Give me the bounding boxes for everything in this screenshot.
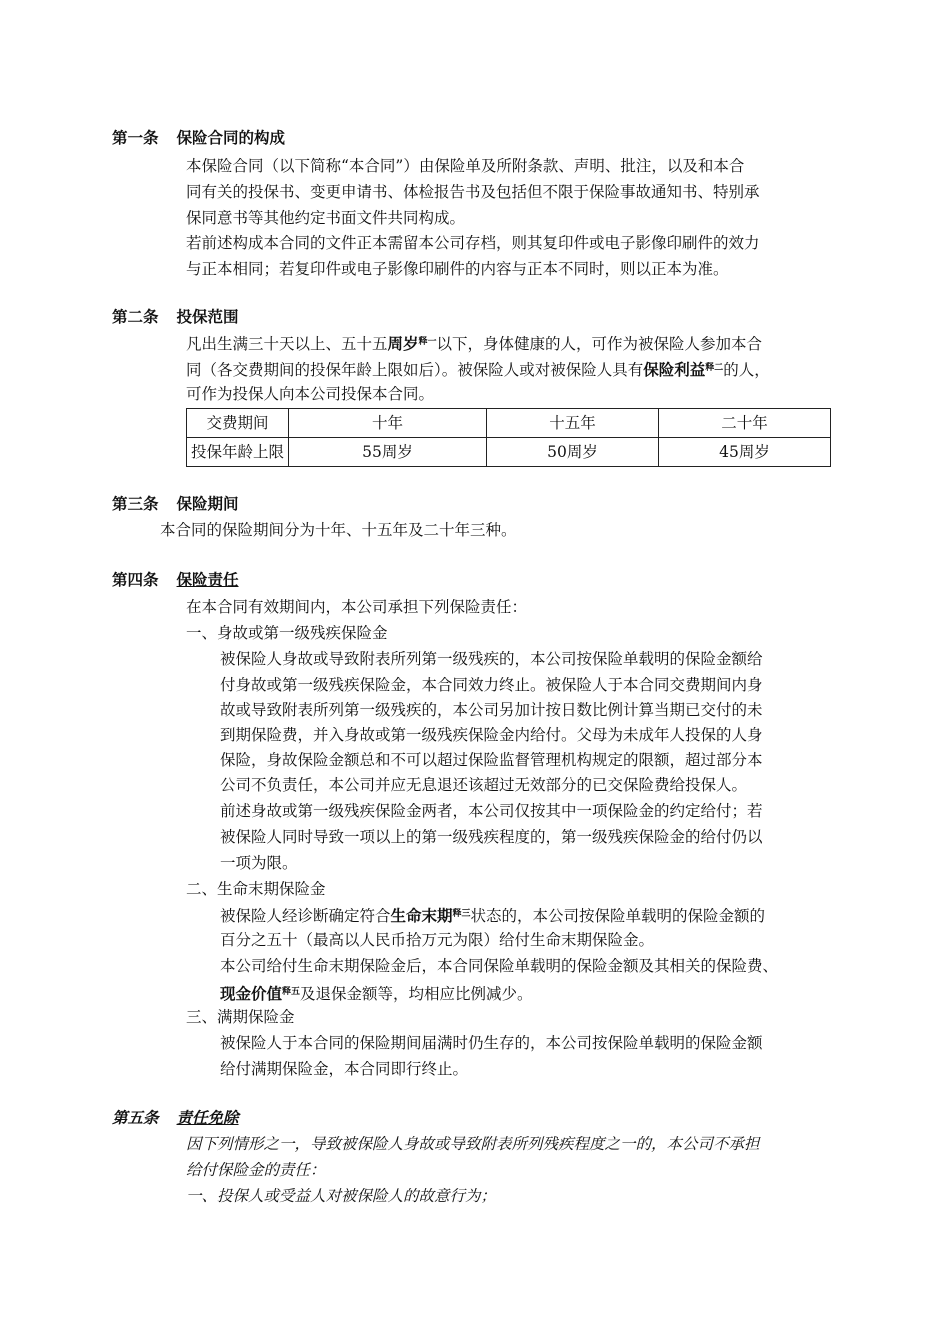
article-number: 第一条 [112, 129, 159, 147]
paragraph-line: 给付保险金的责任： [186, 1161, 326, 1179]
article-number: 第五条 [112, 1109, 159, 1127]
paragraph-line: 保同意书等其他约定书面文件共同构成。 [186, 209, 466, 227]
age-limit-table [186, 408, 831, 467]
paragraph-line: 同有关的投保书、变更申请书、体检报告书及包括但不限于保险事故通知书、特别承 [186, 183, 760, 201]
table-cell: 交费期间 [187, 409, 289, 438]
table-cell: 55周岁 [289, 438, 487, 467]
paragraph-line: 若前述构成本合同的文件正本需留本公司存档，则其复印件或电子影像印刷件的效力 [186, 234, 760, 252]
defined-term: 保险利益 [643, 361, 706, 379]
defined-term: 生命末期 [390, 907, 453, 925]
text-run: 以下，身体健康的人，可作为被保险人参加本合 [436, 335, 763, 353]
paragraph-line [186, 332, 762, 354]
footnote-ref: 释一 [418, 337, 437, 347]
paragraph-line: 因下列情形之一，导致被保险人身故或导致附表所列残疾程度之一的，本公司不承担 [186, 1135, 760, 1153]
paragraph-line: 本公司给付生命末期保险金后，本合同保险单载明的保险金额及其相关的保险费、 [220, 957, 779, 975]
paragraph-line: 与正本相同；若复印件或电子影像印刷件的内容与正本不同时，则以正本为准。 [186, 260, 729, 278]
paragraph-line: 被保险人身故或导致附表所列第一级残疾的，本公司按保险单载明的保险金额给 [220, 650, 763, 668]
paragraph-line: 公司不负责任，本公司并应无息退还该超过无效部分的已交保险费给投保人。 [220, 776, 748, 794]
paragraph-line: 本合同的保险期间分为十年、十五年及二十年三种。 [160, 521, 517, 539]
paragraph-line: 百分之五十（最高以人民币拾万元为限）给付生命末期保险金。 [220, 931, 655, 949]
article-title: 投保范围 [176, 308, 239, 326]
paragraph-line [220, 904, 765, 926]
article-4-heading [112, 570, 239, 590]
defined-term: 现金价值 [220, 985, 283, 1003]
paragraph-line: 可作为投保人向本公司投保本合同。 [186, 385, 435, 403]
article-number: 第三条 [112, 495, 159, 513]
paragraph-line: 本保险合同（以下简称“本合同”）由保险单及所附条款、声明、批注，以及和本合 [186, 157, 745, 175]
paragraph-line: 一项为限。 [220, 854, 298, 872]
article-title: 保险合同的构成 [176, 129, 286, 147]
paragraph-line [220, 982, 533, 1004]
paragraph-line: 被保险人同时导致一项以上的第一级残疾程度的，第一级残疾保险金的给付仍以 [220, 828, 763, 846]
article-2-heading [112, 307, 239, 327]
footnote-ref: 释三 [452, 909, 471, 919]
paragraph-line: 保险，身故保险金额总和不可以超过保险监督管理机构规定的限额，超过部分本 [220, 751, 763, 769]
section-title: 三、满期保险金 [186, 1008, 295, 1026]
paragraph-line: 被保险人于本合同的保险期间届满时仍生存的，本公司按保险单载明的保险金额 [220, 1034, 763, 1052]
article-number: 第四条 [112, 571, 159, 589]
article-3-heading [112, 494, 239, 514]
paragraph-line: 一、投保人或受益人对被保险人的故意行为； [186, 1187, 497, 1205]
footnote-ref: 释二 [705, 363, 724, 373]
table-cell: 十五年 [487, 409, 659, 438]
article-title: 保险责任 [176, 571, 239, 589]
text-run: 的人， [723, 361, 770, 379]
text-run: 状态的，本公司按保险单载明的保险金额的 [470, 907, 766, 925]
table-cell: 投保年龄上限 [187, 438, 289, 467]
paragraph-line: 在本合同有效期间内，本公司承担下列保险责任： [186, 598, 528, 616]
article-title: 责任免除 [176, 1109, 239, 1127]
text-run: 凡出生满三十天以上、五十五 [186, 335, 388, 353]
paragraph-line: 到期保险费，并入身故或第一级残疾保险金内给付。父母为未成年人投保的人身 [220, 726, 763, 744]
article-title: 保险期间 [176, 495, 239, 513]
paragraph-line: 给付满期保险金，本合同即行终止。 [220, 1060, 469, 1078]
paragraph-line: 付身故或第一级残疾保险金，本合同效力终止。被保险人于本合同交费期间内身 [220, 676, 763, 694]
table-cell: 50周岁 [487, 438, 659, 467]
section-title: 一、身故或第一级残疾保险金 [186, 624, 388, 642]
article-number: 第二条 [112, 308, 159, 326]
table-cell: 45周岁 [659, 438, 831, 467]
table-row [187, 438, 831, 467]
paragraph-line [186, 358, 770, 380]
paragraph-line: 故或导致附表所列第一级残疾的，本公司另加计按日数比例计算当期已交付的未 [220, 701, 763, 719]
table-cell: 十年 [289, 409, 487, 438]
text-run: 同（各交费期间的投保年龄上限如后）。被保险人或对被保险人具有 [186, 361, 644, 379]
article-1-heading [112, 128, 285, 148]
table-cell: 二十年 [659, 409, 831, 438]
text-run: 及退保金额等，均相应比例减少。 [300, 985, 533, 1003]
text-run: 被保险人经诊断确定符合 [220, 907, 391, 925]
footnote-ref: 释五 [282, 987, 301, 997]
section-title: 二、生命末期保险金 [186, 880, 326, 898]
table-row [187, 409, 831, 438]
defined-term: 周岁 [387, 335, 419, 353]
article-5-heading [112, 1108, 239, 1128]
paragraph-line: 前述身故或第一级残疾保险金两者，本公司仅按其中一项保险金的约定给付；若 [220, 802, 763, 820]
